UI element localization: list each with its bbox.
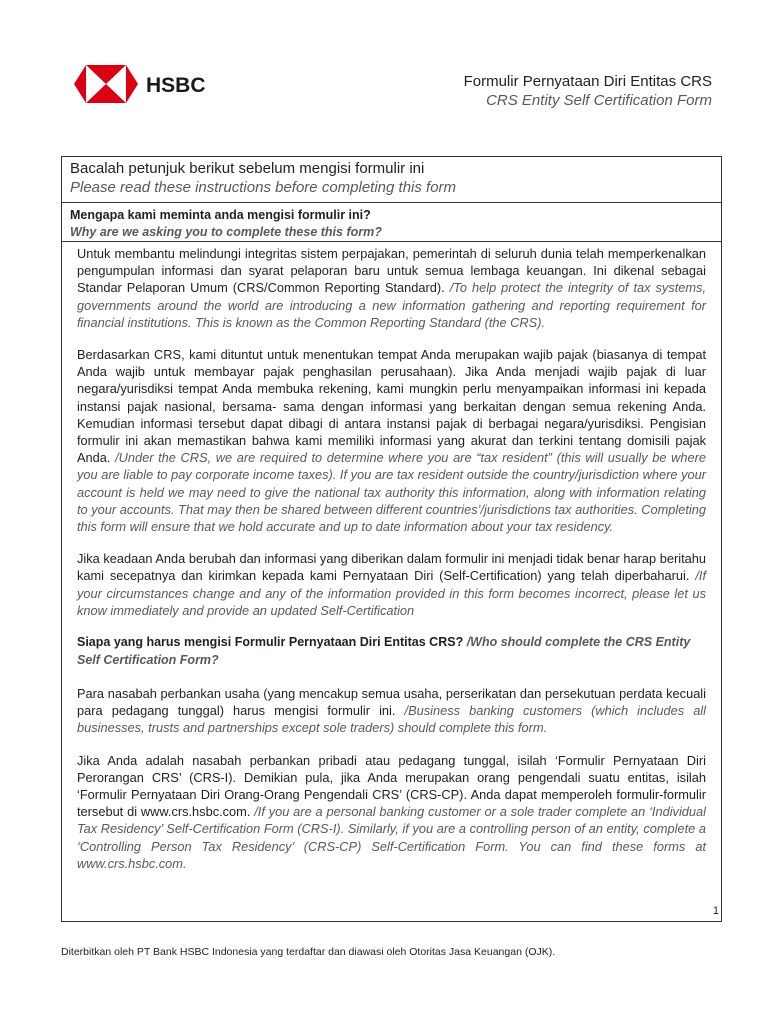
form-title-english: CRS Entity Self Certification Form <box>486 92 712 109</box>
heading-english: Please read these instructions before completing this form <box>70 179 457 196</box>
paragraph-who-2: Jika Anda adalah nasabah perbankan pribadi atau pedagang tunggal, isilah ‘Formulir Pernyataan Diri Perorangan CRS’ (CRS-I). Demikian pula, jika Anda merupakan orang pengendali suatu entitas, isilah ‘Formulir Pernyataan Diri Orang-Orang Pengendali CRS’ (CRS-CP). Anda dapat memperoleh formulir-formulir tersebut di www.crs.hsbc.com. /If you are a personal banking customer or a sole trader complete an ‘Individual Tax Residency’ Self-Certification Form (CRS-I). Similarly, if you are a controlling person of an entity, complete a ‘Controlling Person Tax Residency’ (CRS-CP) Self-Certification Form. You can find these forms at www.crs.hsbc.com. <box>77 752 706 871</box>
question-why-indonesian: Mengapa kami meminta anda mengisi formulir ini? <box>70 208 371 222</box>
question-why-english: Why are we asking you to complete these this form? <box>70 225 382 239</box>
instructions-heading <box>62 157 721 203</box>
form-title <box>464 72 712 110</box>
hsbc-hexagon-icon <box>74 64 224 104</box>
paragraph-why-2: Berdasarkan CRS, kami dituntut untuk menentukan tempat Anda merupakan wajib pajak (biasanya di tempat Anda wajib untuk membayar pajak penghasilan perusahaan). Jika Anda menjadi wajib pajak di luar negara/yurisdiksi tempat Anda membuka rekening, kami mungkin perlu menyampaikan informasi ini kepada instansi pajak nasional, bersama- sama dengan informasi yang berkaitan dengan semua rekening Anda. Kemudian informasi tersebut dapat dibagi di antara instansi pajak di berbagai negara/yurisdiksi. Pengisian formulir ini akan memastikan bahwa kami memiliki informasi yang akurat dan terkini tentang domisili pajak Anda. /Under the CRS, we are required to determine where you are “tax resident” (this will usually be where you are liable to pay corporate income taxes). If you are tax resident outside the country/jurisdiction where your account is held we may need to give the national tax authority this information, along with information relating to your accounts. That may then be shared between different countries’/jurisdictions tax authorities. Completing this form will ensure that we hold accurate and up to date information about your tax residency. <box>77 347 706 535</box>
form-title-indonesian: Formulir Pernyataan Diri Entitas CRS <box>463 73 712 90</box>
paragraph-why-1: Untuk membantu melindungi integritas sistem perpajakan, pemerintah di seluruh dunia telah memperkenalkan pengumpulan informasi dan syarat pelaporan baru untuk semua lembaga keuangan. Ini dikenal sebagai Standar Pelaporan Umum (CRS/Common Reporting Standard). /To help protect the integrity of tax systems, governments around the world are introducing a new information gathering and reporting requirement for financial institutions. This is known as the Common Reporting Standard (the CRS). <box>77 246 706 330</box>
heading-indonesian: Bacalah petunjuk berikut sebelum mengisi formulir ini <box>70 160 425 177</box>
svg-text:HSBC: HSBC <box>146 74 206 97</box>
paragraph-who-1: Para nasabah perbankan usaha (yang mencakup semua usaha, perserikatan dan persekutuan perdata kecuali para pedagang tunggal) harus mengisi formulir ini. /Business banking customers (which includes all businesses, trusts and partnerships except sole traders) should complete this form. <box>77 686 706 736</box>
paragraph-why-3: Jika keadaan Anda berubah dan informasi yang diberikan dalam formulir ini menjadi tidak benar harap beritahu kami secepatnya dan kirimkan kepada kami Pernyataan Diri (Self-Certification) yang telah diperbaharui. /If your circumstances change and any of the information provided in this form becomes incorrect, please let us know immediately and provide an updated Self-Certification <box>77 551 706 618</box>
question-why <box>62 203 721 242</box>
page-number: 1 <box>712 905 719 917</box>
question-who: Siapa yang harus mengisi Formulir Pernyataan Diri Entitas CRS? /Who should complete the CRS Entity Self Certification Form? <box>77 635 691 668</box>
hsbc-logo <box>74 64 224 104</box>
footer-note: Diterbitkan oleh PT Bank HSBC Indonesia yang terdaftar dan diawasi oleh Otoritas Jasa Keuangan (OJK). <box>61 946 556 958</box>
instructions-box <box>61 156 722 922</box>
